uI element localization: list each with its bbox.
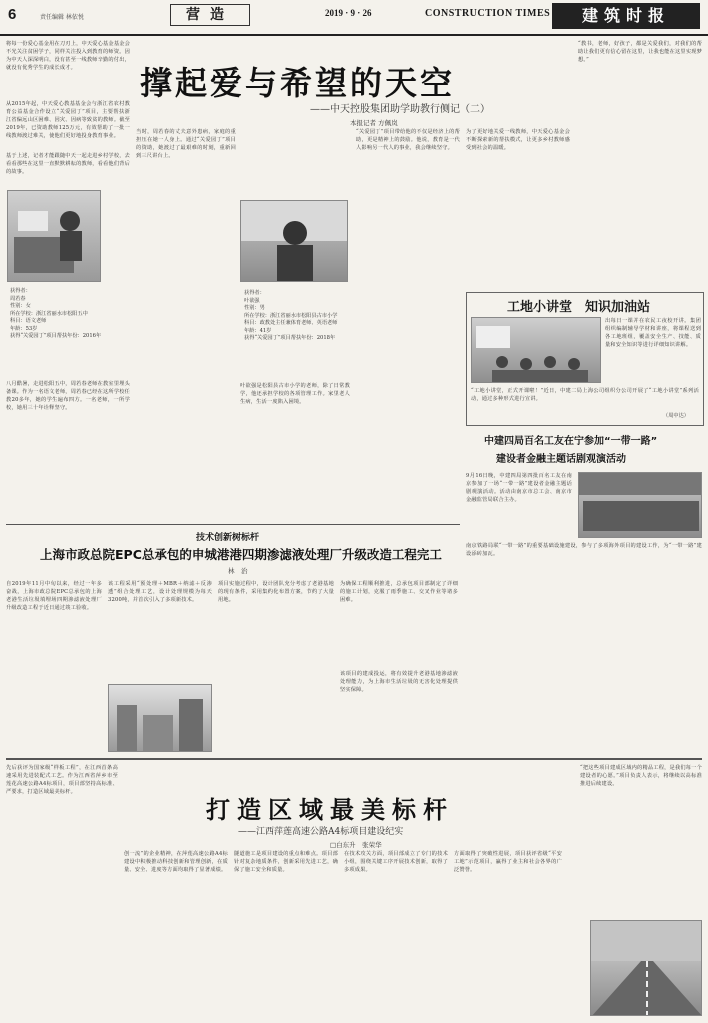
feature2-subtitle: ——江西萍莲高速公路A4标项目建设纪实: [238, 827, 404, 837]
issue-date: 2019 · 9 · 26: [325, 8, 372, 18]
teacher-portrait-image: [241, 201, 348, 282]
section-title: 营造: [170, 4, 250, 26]
feature2-col2: 创一流”的企业精神，在萍莲高速公路A4标建设中积极推动科技创新和管理创新，在质量、安全、进度等方面均取得了显著成绩。: [124, 851, 228, 873]
feature-byline: 本报记者 方佩岚: [350, 119, 398, 127]
sidebar-caption: “工地小讲堂，正式开课啦！”近日，中建二局上海公司组织分公司开展了“工地小讲堂”系列活动，通过多种形式进行宣讲。: [471, 388, 699, 402]
tech-col3: 项目实施过程中，设计团队充分考虑了老港基地的现有条件，采用集约化布置方案，节约了大量用地。: [218, 581, 334, 603]
sidebar-title: 工地小讲堂 知识加油站: [507, 300, 651, 315]
tech-kicker: 技术创新树标杆: [196, 533, 260, 543]
news2-title-line2: 建设者金融主题话剧观演活动: [496, 454, 626, 465]
feature2-col6: “把这些项目建成区域内的精品工程，是我们每一个建设者的心愿。”项目负责人表示，将继续以高标准推进后续建设。: [580, 765, 702, 787]
tech-headline: 上海市政总院EPC总承包的申城港港四期渗滤液处理厂升级改造工程完工: [40, 547, 442, 562]
teacher-photo-1: [7, 190, 101, 282]
feature-col6-text: 为了更好地关爱一线教师，中天爱心基金会不断探索新的帮扶模式，让更多乡村教师感受到社会的温暖。: [466, 129, 570, 151]
sidebar-text: 出每日一课并在农民工夜校开讲。集团组织编制辅导学材和讲座，将课程送到各工地班组，覆盖安全生产、技能、质量和安全知识等进行详细知识讲解。: [605, 318, 701, 348]
feature-col5-text: “关爱园丁”项目带给他的不仅是经济上的帮助，更是精神上的鼓励。他说，教育是一代人影响另一代人的事业，我会继续坚守。: [356, 129, 460, 151]
sidebar-box: [466, 292, 704, 426]
feature-left-text-3: 基于上述，记者才能跟随中天一起走进乡村学校，去看看那些在这里一直默默耕耘的教师，看看他们背后的故事。: [6, 153, 130, 175]
news2-text-2: 南京铁路局联“一带一路”的重要基础设施建设，参与了多项海外项目的建设工作，为“一带一路”建设添砖加瓦。: [466, 543, 702, 557]
teacher-1-label: 获得者：: [10, 288, 31, 294]
tech-photo: [108, 684, 212, 752]
highway-image: [591, 921, 702, 1016]
feature-col4b-text: 叶欲强是松阳县古市小学的老师，除了日常教学，他还承担学校的各项管理工作。家里老人生病，生活一度陷入困境。: [240, 383, 350, 405]
classroom-image: [8, 191, 101, 282]
tech-col2: 该工程采用“预处理＋MBR＋纳滤＋反渗透”组合处理工艺，设计处理规模为每天3200吨，并首次引入了多项新技术。: [108, 581, 212, 603]
feature-col2-text: 八月酷暑，走进松阳五中，周若春老师在教室里埋头备课。作为一名语文老师，周若春已经在这所学校任教20多年，她的学生遍布四方。一名老师，一所学校，她用三十年诠释坚守。: [6, 381, 130, 411]
feature-subtitle: ——中天控股集团助学助教行侧记（二）: [310, 104, 490, 115]
tech-col1: 自2019年11月中旬以来，经过一年多奋战，上海市政总院EPC总承包的上海老港生活垃圾填埋场四期渗滤液处理厂升级改造工程于近日通过竣工验收。: [6, 581, 102, 611]
feature-headline: 撑起爱与希望的天空: [140, 64, 456, 102]
teacher-2-gender: 性别：男: [244, 305, 265, 311]
group-photo-image: [579, 473, 702, 538]
plant-facility-image: [109, 685, 212, 752]
feature2-col5: 方面取得了突破性进展，项目获评省级“平安工地”示范项目，赢得了业主和社会各界的广泛赞誉。: [454, 851, 562, 873]
teacher-1-age: 年龄：53岁: [10, 325, 38, 332]
news2-title-line1: 中建四局百名工友在宁参加“一带一路”: [484, 436, 658, 447]
editor-credit: 责任编辑 林依悦: [40, 14, 84, 21]
feature2-photo: [590, 920, 702, 1016]
sidebar-author: （周中达）: [663, 413, 689, 419]
tech-col4: 为确保工程顺利推进，总承包项目部制定了详细的施工计划，克服了雨季施工、交叉作业等诸多困难。: [340, 581, 458, 603]
teacher-2-school: 所在学校：浙江省丽水市松阳县古市小学: [244, 312, 338, 319]
feature-left-text: 将每一份爱心基金用在刀刃上，中天爱心基金基金会不光关注贫困学子，同样关注投入到教育的师资。因为中天人深深明白，没有甚至一线教师辛勤的付出，就没有优秀学生的成长成才。: [6, 41, 130, 71]
teacher-2-label: 获得者：: [244, 290, 265, 296]
feature2-byline: □白东升 张荣华: [330, 841, 382, 849]
teacher-1-grant: 获得“关爱园丁”项目帮扶年份：2016年: [10, 333, 102, 339]
feature2-col4: 在技术攻关方面，项目部成立了专门的技术小组，围绕关键工序开展技术创新，取得了多项成果。: [344, 851, 448, 873]
feature-col6-text-2: “教书，老师，好孩子，都是关爱我们，对我们的帮助让我们更有信心留在这里，让我也能在这里实现梦想。”: [578, 41, 702, 63]
teacher-2-age: 年龄：41岁: [244, 327, 272, 334]
teacher-2-grant: 获得“关爱园丁”项目帮扶年份：2018年: [244, 335, 336, 341]
divider: [6, 524, 460, 525]
sidebar-photo: [471, 317, 601, 383]
page-number: 6: [8, 6, 17, 23]
tech-byline: 林 治: [228, 567, 248, 575]
teacher-1-name: 周若春: [10, 295, 26, 302]
classroom-lecture-image: [472, 318, 601, 383]
tech-col5: 该项目的建成投运，将有效提升老港基地渗滤液处理能力，为上海市生活垃圾的无害化处理提供坚实保障。: [340, 671, 458, 693]
feature2-col3: 隧道施工是项目建设的重点和难点。项目部针对复杂地质条件，创新采用先进工艺，确保了施工安全和质量。: [234, 851, 338, 873]
news2-photo: [578, 472, 702, 538]
paper-logo: 建筑时报: [552, 3, 700, 29]
teacher-2-info: [244, 290, 352, 343]
teacher-1-gender: 性别：女: [10, 303, 31, 309]
teacher-1-school: 所在学校：浙江省丽水市松阳五中: [10, 310, 88, 317]
feature-left-text-2: 从2015年起，中天爱心教基基金会与浙江省农村教育公益基金合作设立“关爱园丁”项目，主要帮扶浙江省偏远山区困难、因灾、因病等致贫的教师。截至2019年，已资助教师125万元，有效帮助了一批一线教师渡过难关，使他们更好地投身教育事业。: [6, 101, 130, 139]
feature2-headline: 打造区域最美标杆: [206, 796, 454, 824]
teacher-2-subject: 科目：政教处主任兼体育老师、英语老师: [244, 320, 338, 326]
teacher-photo-2: [240, 200, 348, 282]
news2-text: 9月16日晚，中建四局第四批百名工友在南京参加了一场“一带一路”建设者金融主题话剧观演活动。活动由南京市总工会、南京市金融监管局联合主办。: [466, 473, 572, 503]
teacher-2-name: 叶欲强: [244, 297, 260, 304]
paper-name: CONSTRUCTION TIMES: [425, 8, 551, 19]
divider-2: [6, 758, 702, 760]
teacher-1-subject: 科目：语文老师: [10, 318, 47, 324]
teacher-1-info: [10, 288, 130, 341]
feature2-col1: 先后获评为国家级“样板工程”，在江西首条高速采用先进装配式工艺。作为江西省萍乡市至莲花高速公路A4标项目，项目部坚持高标准、严要求，打造区域最美标杆。: [6, 765, 118, 795]
feature-col3-text: 当时，周若春的丈夫意外患病，家庭的重担压在她一人身上。通过“关爱园丁”项目的资助，她渡过了最艰难的时刻，重新回到三尺讲台上。: [136, 129, 236, 159]
masthead: [0, 0, 708, 36]
